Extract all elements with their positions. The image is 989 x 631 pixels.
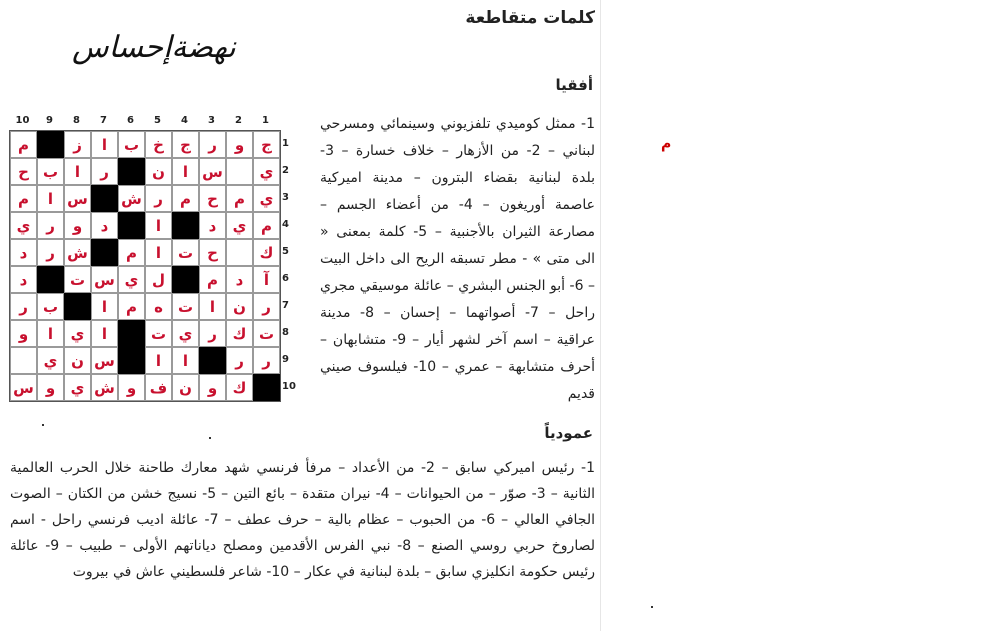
dot — [42, 424, 44, 426]
grid-cell[interactable]: د — [10, 266, 37, 293]
grid-cell[interactable]: ي — [37, 347, 64, 374]
column-number: 5 — [154, 115, 161, 126]
black-cell[interactable] — [37, 266, 64, 293]
grid-cell[interactable]: ي — [64, 320, 91, 347]
grid-cell[interactable]: س — [10, 374, 37, 401]
grid-cell[interactable]: س — [91, 347, 118, 374]
black-cell[interactable] — [64, 293, 91, 320]
grid-cell[interactable]: ا — [37, 320, 64, 347]
black-cell[interactable] — [253, 374, 280, 401]
grid-cell[interactable]: ي — [253, 158, 280, 185]
black-cell[interactable] — [172, 266, 199, 293]
black-cell[interactable] — [172, 212, 199, 239]
grid-cell[interactable]: ن — [145, 158, 172, 185]
down-heading: عمودياً — [544, 424, 593, 442]
grid-cell[interactable]: ل — [145, 266, 172, 293]
grid-cell[interactable]: ا — [91, 131, 118, 158]
grid-cell[interactable]: ت — [172, 293, 199, 320]
row-number: 2 — [282, 165, 289, 176]
grid-cell[interactable]: ر — [145, 185, 172, 212]
grid-cell[interactable]: س — [91, 266, 118, 293]
row-number: 6 — [282, 273, 289, 284]
grid-cell[interactable]: ر — [253, 293, 280, 320]
grid-cell[interactable]: ج — [253, 131, 280, 158]
grid-cell[interactable]: ب — [37, 158, 64, 185]
grid-cell[interactable]: ا — [91, 320, 118, 347]
grid-cell[interactable]: ك — [253, 239, 280, 266]
grid-cell[interactable]: ي — [172, 320, 199, 347]
grid-cell[interactable]: ر — [226, 347, 253, 374]
grid-cell[interactable]: خ — [145, 131, 172, 158]
grid-cell[interactable]: ر — [199, 320, 226, 347]
across-clues: 1- ممثل كوميدي تلفزيوني وسينمائي ومسرحي لبناني – 2- من الأزهار – خلاف خسارة – 3- بلدة لبنانية بقضاء البترون – مدينة اميركية عاصمة أوريغون – 4- من أعضاء الجسم – مصارعة الثيران بالأجنبية – 5- كلمة بمعنى « الى متى » - مطر تسبقه الريح الى داخل البيت – 6- أبو الجنس البشري – عائلة موسيقي مجري راحل – 7- أصواتهما – إحسان – 8- مدينة عراقية – اسم آخر لشهر أيار – 9- متشابهان – أحرف متشابهة – عمري – 10- فيلسوف صيني قديم — [320, 116, 596, 402]
grid-cell[interactable] — [226, 158, 253, 185]
column-number: 3 — [208, 115, 215, 126]
column-number: 9 — [46, 115, 53, 126]
dot — [651, 606, 653, 608]
grid-cell[interactable]: و — [199, 374, 226, 401]
grid-cell[interactable]: و — [37, 374, 64, 401]
black-cell[interactable] — [91, 185, 118, 212]
grid-cell[interactable]: د — [91, 212, 118, 239]
grid-cell[interactable]: ت — [64, 266, 91, 293]
grid-cell[interactable] — [10, 347, 37, 374]
grid-cell[interactable]: ت — [145, 320, 172, 347]
grid-cell[interactable]: ز — [64, 131, 91, 158]
grid-cell[interactable]: م — [226, 185, 253, 212]
grid-cell[interactable]: ا — [64, 158, 91, 185]
grid-cell[interactable]: ه — [145, 293, 172, 320]
grid-cell[interactable]: ي — [226, 212, 253, 239]
column-number: 7 — [100, 115, 107, 126]
grid-cell[interactable]: ك — [226, 374, 253, 401]
crossword-grid — [9, 130, 281, 402]
row-number: 5 — [282, 246, 289, 257]
grid-cell[interactable]: ح — [199, 239, 226, 266]
grid-cell[interactable]: ا — [172, 347, 199, 374]
row-number: 3 — [282, 192, 289, 203]
grid-cell[interactable]: ا — [145, 347, 172, 374]
grid-cell[interactable]: ي — [64, 374, 91, 401]
row-numbers — [282, 130, 296, 400]
grid-cell[interactable]: ش — [91, 374, 118, 401]
grid-cell[interactable] — [226, 239, 253, 266]
page-title: كلمات متقاطعة — [465, 8, 595, 28]
grid-cell[interactable]: د — [10, 239, 37, 266]
grid-cell[interactable]: و — [64, 212, 91, 239]
grid-cell[interactable]: م — [10, 131, 37, 158]
grid-cell[interactable]: آ — [253, 266, 280, 293]
grid-cell[interactable]: ن — [172, 374, 199, 401]
grid-cell[interactable]: ر — [253, 347, 280, 374]
black-cell[interactable] — [91, 239, 118, 266]
grid-cell[interactable]: ا — [199, 293, 226, 320]
black-cell[interactable] — [199, 347, 226, 374]
grid-cell[interactable]: م — [172, 185, 199, 212]
down-clues: 1- رئيس اميركي سابق – 2- من الأعداد – مرفأ فرنسي شهد معارك طاحنة خلال الحرب العالمية الثانية – 3- صوّر – من الحيوانات – 4- نيران متقدة – بائع التين – 5- نسيج خشن من الكتان – الصوت الجافي العالي – 6- من الحبوب – عظام بالية – حرف عطف – 7- عائلة اديب فرنسي راحل - اسم لصاروخ حربي روسي الصنع – 8- نبي الفرس الأقدمين ومصلح دياناتهم الأولى – طبيب – 9- عائلة رئيس حكومة انكليزي سابق – بلدة لبنانية في عكار – 10- شاعر فلسطيني عاش في بيروت — [10, 460, 596, 580]
grid-cell[interactable]: ف — [145, 374, 172, 401]
row-number: 10 — [282, 381, 296, 392]
row-number: 4 — [282, 219, 289, 230]
grid-cell[interactable]: م — [253, 212, 280, 239]
black-cell[interactable] — [118, 320, 145, 347]
black-cell[interactable] — [118, 158, 145, 185]
grid-cell[interactable]: م — [10, 185, 37, 212]
grid-cell[interactable]: ا — [172, 158, 199, 185]
grid-cell[interactable]: ي — [10, 212, 37, 239]
grid-cell[interactable]: و — [118, 374, 145, 401]
column-number: 4 — [181, 115, 188, 126]
grid-cell[interactable]: ا — [37, 185, 64, 212]
grid-cell[interactable]: ش — [118, 185, 145, 212]
column-number: 2 — [235, 115, 242, 126]
grid-cell[interactable]: ك — [226, 320, 253, 347]
column-number: 6 — [127, 115, 134, 126]
grid-cell[interactable]: ج — [172, 131, 199, 158]
black-cell[interactable] — [118, 347, 145, 374]
grid-cell[interactable]: ح — [199, 185, 226, 212]
grid-cell[interactable]: ر — [199, 131, 226, 158]
row-number: 9 — [282, 354, 289, 365]
row-number: 1 — [282, 138, 289, 149]
grid-cell[interactable]: س — [64, 185, 91, 212]
grid-cell[interactable]: ر — [91, 158, 118, 185]
grid-cell[interactable]: ي — [118, 266, 145, 293]
grid-cell[interactable]: ا — [145, 239, 172, 266]
grid-cell[interactable]: د — [226, 266, 253, 293]
black-cell[interactable] — [118, 212, 145, 239]
page-divider — [600, 0, 601, 631]
grid-cell[interactable]: ا — [145, 212, 172, 239]
grid-cell[interactable]: م — [199, 266, 226, 293]
grid-cell[interactable]: م — [118, 293, 145, 320]
grid-cell[interactable]: ن — [226, 293, 253, 320]
grid-cell[interactable]: س — [199, 158, 226, 185]
across-heading: أفقيا — [555, 76, 593, 94]
grid-cell[interactable]: ن — [64, 347, 91, 374]
dot — [209, 437, 211, 439]
grid-cell[interactable]: ت — [172, 239, 199, 266]
column-number: 10 — [15, 115, 30, 126]
grid-cell[interactable]: ر — [10, 293, 37, 320]
column-number: 1 — [262, 115, 269, 126]
grid-cell[interactable]: و — [10, 320, 37, 347]
grid-cell[interactable]: ي — [253, 185, 280, 212]
grid-cell[interactable]: ش — [64, 239, 91, 266]
row-number: 7 — [282, 300, 289, 311]
column-number: 8 — [73, 115, 80, 126]
grid-cell[interactable]: ب — [118, 131, 145, 158]
grid-cell[interactable]: ر — [37, 239, 64, 266]
black-cell[interactable] — [37, 131, 64, 158]
grid-cell[interactable]: ح — [10, 158, 37, 185]
grid-cell[interactable]: و — [226, 131, 253, 158]
column-numbers — [9, 115, 279, 129]
grid-cell[interactable]: د — [199, 212, 226, 239]
grid-cell[interactable]: ت — [253, 320, 280, 347]
grid-cell[interactable]: ا — [91, 293, 118, 320]
signature: نهضةإحساس — [72, 30, 236, 65]
row-number: 8 — [282, 327, 289, 338]
grid-cell[interactable]: م — [118, 239, 145, 266]
grid-cell[interactable]: ر — [37, 212, 64, 239]
grid-cell[interactable]: ب — [37, 293, 64, 320]
stray-letter: م — [661, 136, 672, 152]
